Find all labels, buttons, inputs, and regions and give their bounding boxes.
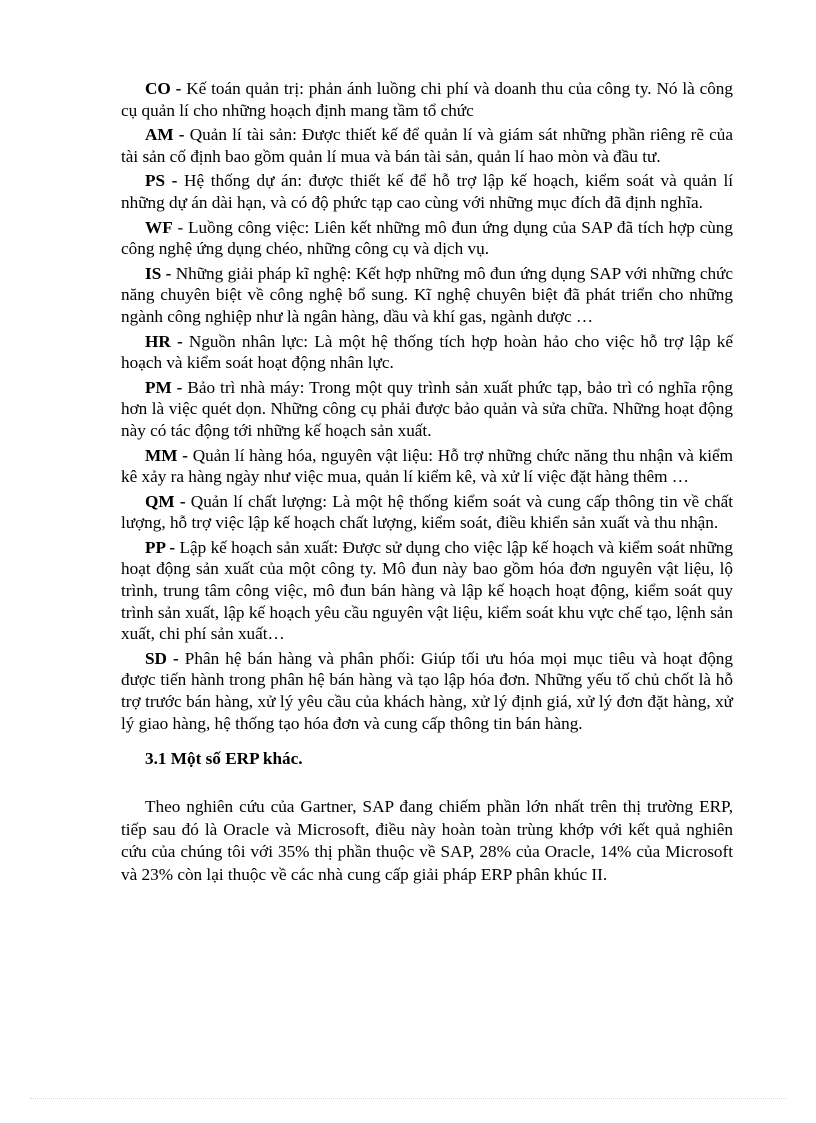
module-paragraph-pp <box>121 537 733 645</box>
module-description: Hệ thống dự án: được thiết kế để hỗ trợ lập kế hoạch, kiểm soát và quản lí những dự án dài hạn, và có độ phức tạp cao cùng với những mục đích đã định nghĩa. <box>121 171 734 212</box>
section-body-paragraph: Theo nghiên cứu của Gartner, SAP đang chiếm phần lớn nhất trên thị trường ERP, tiếp sau đó là Oracle và Microsoft, điều này hoàn toàn trùng khớp với kết quả nghiên cứu của chúng tôi với 35% thị phần thuộc về SAP, 28% của Oracle, 14% của Microsoft và 23% còn lại thuộc về các nhà cung cấp giải pháp ERP phân khúc II. <box>121 797 733 884</box>
section-heading: 3.1 Một số ERP khác. <box>145 749 303 769</box>
module-paragraph-ps <box>121 170 733 213</box>
module-paragraph-qm <box>121 491 733 534</box>
module-description: Kế toán quản trị: phản ánh luồng chi phí và doanh thu của công ty. Nó là công cụ quản lí cho những hoạch định mang tầm tổ chức <box>121 79 733 120</box>
module-description: Lập kế hoạch sản xuất: Được sử dụng cho việc lập kế hoạch và kiểm soát những hoạt động sản xuất của một công ty. Mô đun này bao gồm hóa đơn nguyên vật liệu, lộ trình, trung tâm công việc, mô đun bán hàng và lập kế hoạch hoạt động, kiểm soát quy trình sản xuất, lập kế hoạch yêu cầu nguyên vật liệu, kiểm soát khu vực chế tạo, lệnh sản xuất, chi phí sản xuất… <box>121 537 733 644</box>
page-bottom-rule <box>30 1098 786 1099</box>
module-paragraph-wf <box>121 217 733 260</box>
module-code: HR - <box>145 331 183 351</box>
page-content <box>121 78 733 887</box>
module-description: Những giải pháp kĩ nghệ: Kết hợp những mô đun ứng dụng SAP với những chức năng chuyên biệt về công nghệ bổ sung. Kĩ nghệ chuyên biệt đã phát triển cho những ngành công nghiệp như là ngân hàng, dầu và khí gas, ngành dược … <box>121 263 733 326</box>
module-code: CO - <box>145 79 182 98</box>
module-code: MM - <box>145 445 188 465</box>
module-paragraph-sd <box>121 648 733 734</box>
module-code: SD - <box>145 648 179 668</box>
module-description: Bảo trì nhà máy: Trong một quy trình sản xuất phức tạp, bảo trì có nghĩa rộng hơn là việc quét dọn. Những công cụ phải được bảo quản và sửa chữa. Những hoạt động này có tác động tới những kế hoạch sản xuất. <box>121 377 733 440</box>
module-description: Quản lí chất lượng: Là một hệ thống kiểm soát và cung cấp thông tin về chất lượng, hỗ trợ việc lập kế hoạch chất lượng, kiểm soát, điều khiển sản xuất và thu nhận. <box>121 491 733 533</box>
module-description: - Luồng công việc: Liên kết những mô đun ứng dụng của SAP đã tích hợp cùng công nghệ ứng dụng chéo, những công cụ và dịch vụ. <box>121 217 733 259</box>
module-code: IS - <box>145 263 172 283</box>
module-code: PM - <box>145 377 183 397</box>
module-description: Nguồn nhân lực: Là một hệ thống tích hợp hoàn hảo cho việc hỗ trợ lập kế hoạch và kiểm soát hoạt động nhân lực. <box>121 331 733 373</box>
module-paragraph-pm <box>121 377 733 442</box>
module-paragraph-am <box>121 124 733 167</box>
module-code: WF <box>145 217 173 237</box>
module-code: PP - <box>145 537 176 557</box>
module-paragraph-hr <box>121 331 733 374</box>
module-paragraph-co <box>121 78 733 121</box>
module-paragraph-mm <box>121 445 733 488</box>
module-code: AM - <box>145 125 185 145</box>
module-code: PS - <box>145 171 178 191</box>
module-description: Quản lí hàng hóa, nguyên vật liệu: Hỗ trợ những chức năng thu nhận và kiểm kê xảy ra hàng ngày như việc mua, quản lí kiểm kê, và xử lí việc đặt hàng thêm … <box>121 445 733 487</box>
module-code: QM - <box>145 491 186 511</box>
module-paragraph-is <box>121 263 733 328</box>
module-description: Phân hệ bán hàng và phân phối: Giúp tối ưu hóa mọi mục tiêu và hoạt động được tiến hành trong phân hệ bán hàng và tạo lập hóa đơn. Những yếu tố chủ chốt là hỗ trợ trước bán hàng, xử lý yêu cầu của khách hàng, xử lý định giá, xử lý đơn đặt hàng, xử lý giao hàng, hệ thống tạo hóa đơn và cung cấp thông tin bán hàng. <box>121 648 733 733</box>
module-description: Quản lí tài sản: Được thiết kế để quản lí và giám sát những phần riêng rẽ của tài sản cố định bao gồm quản lí mua và bán tài sản, quản lí hao mòn và đầu tư. <box>121 125 734 166</box>
